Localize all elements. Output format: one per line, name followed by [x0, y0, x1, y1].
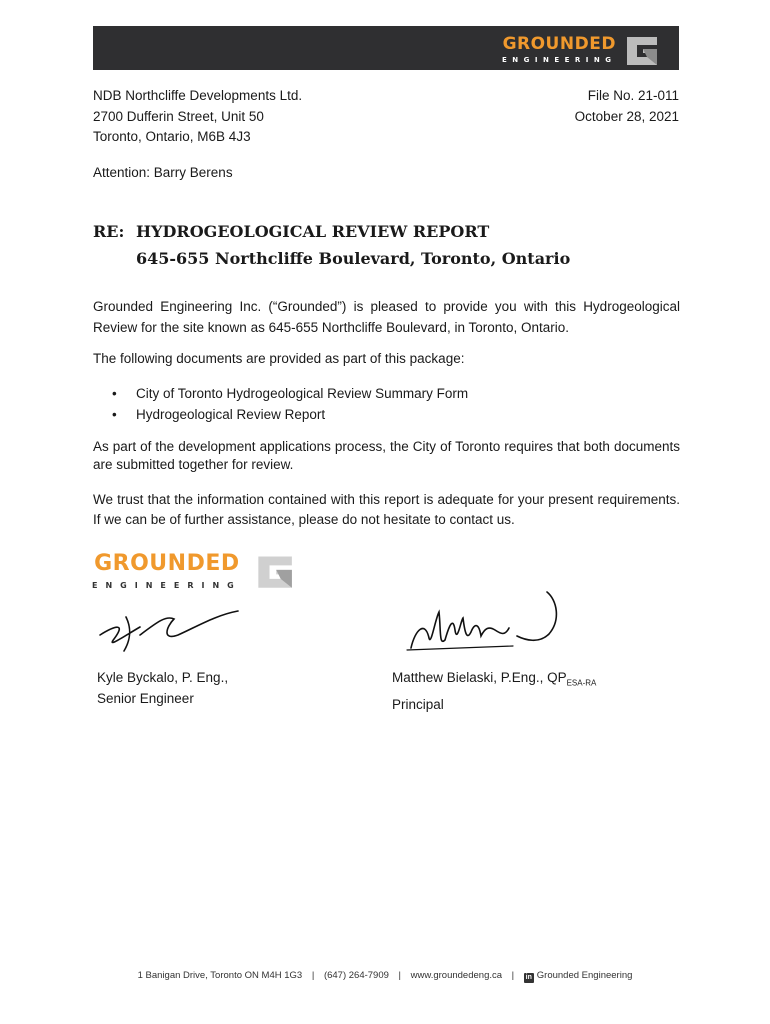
footer-separator: | — [511, 970, 515, 981]
documents-intro: The following documents are provided as part of this package: — [93, 351, 465, 366]
recipient-address — [93, 86, 302, 148]
attention-line: Attention: Barry Berens — [93, 165, 233, 180]
recipient-company: NDB Northcliffe Developments Ltd. — [93, 88, 303, 103]
list-item: • City of Toronto Hydrogeological Review Summary Form — [112, 383, 468, 404]
re-label: RE: — [93, 222, 125, 241]
file-number: File No. 21-011 — [587, 88, 679, 103]
re-title: HYDROGEOLOGICAL REVIEW REPORT — [136, 222, 490, 241]
footer-phone[interactable]: (647) 264-7909 — [323, 970, 389, 981]
footer-address: 1 Banigan Drive, Toronto ON M4H 1G3 — [137, 970, 303, 981]
g-mark-icon — [250, 552, 298, 590]
linkedin-icon: in — [525, 974, 532, 981]
signature-kyle — [96, 605, 246, 655]
signature-matthew — [405, 590, 565, 654]
list-item: • Hydrogeological Review Report — [112, 404, 468, 425]
signature-logo-sub: ENGINEERING — [92, 580, 242, 590]
header-logo-sub: ENGINEERING — [502, 56, 617, 64]
header-logo — [502, 33, 661, 67]
signature-logo-word: GROUNDED — [94, 550, 240, 576]
signer-kyle — [97, 667, 228, 709]
recipient-street: 2700 Dufferin Street, Unit 50 — [93, 108, 264, 124]
signer-title: Principal — [392, 696, 444, 712]
documents-list — [112, 383, 468, 425]
footer — [0, 970, 770, 983]
footer-separator: | — [398, 970, 402, 981]
file-date: October 28, 2021 — [574, 108, 679, 124]
footer-separator: | — [311, 970, 315, 981]
signer-name: Matthew Bielaski, P.Eng., QP — [392, 670, 567, 685]
signer-designation: ESA-RA — [566, 678, 597, 688]
intro-paragraph: Grounded Engineering Inc. (“Grounded”) is pleased to provide you with this Hydrogeological Review for the site known as 645-655 Northcliffe Boulevard, in Toronto, Ontario. — [93, 299, 680, 335]
closing-paragraph: We trust that the information contained with this report is adequate for your present requirements. If we can be of further assistance, please do not hesitate to contact us. — [93, 492, 680, 527]
header-logo-word: GROUNDED — [502, 34, 616, 54]
re-subtitle: 645-655 Northcliffe Boulevard, Toronto, Ontario — [136, 249, 571, 268]
signer-name: Kyle Byckalo, P. Eng., — [97, 670, 229, 685]
requirement-paragraph: As part of the development applications process, the City of Toronto requires that both documents are submitted together for review. — [93, 439, 680, 472]
footer-linkedin-link[interactable]: Grounded Engineering — [536, 970, 633, 981]
signature-logo — [92, 552, 298, 590]
signer-matthew — [392, 667, 596, 715]
g-mark-icon — [621, 33, 661, 67]
file-info — [575, 86, 679, 127]
footer-website-link[interactable]: www.groundedeng.ca — [410, 970, 503, 981]
recipient-city: Toronto, Ontario, M6B 4J3 — [93, 129, 251, 144]
signer-title: Senior Engineer — [97, 691, 194, 706]
